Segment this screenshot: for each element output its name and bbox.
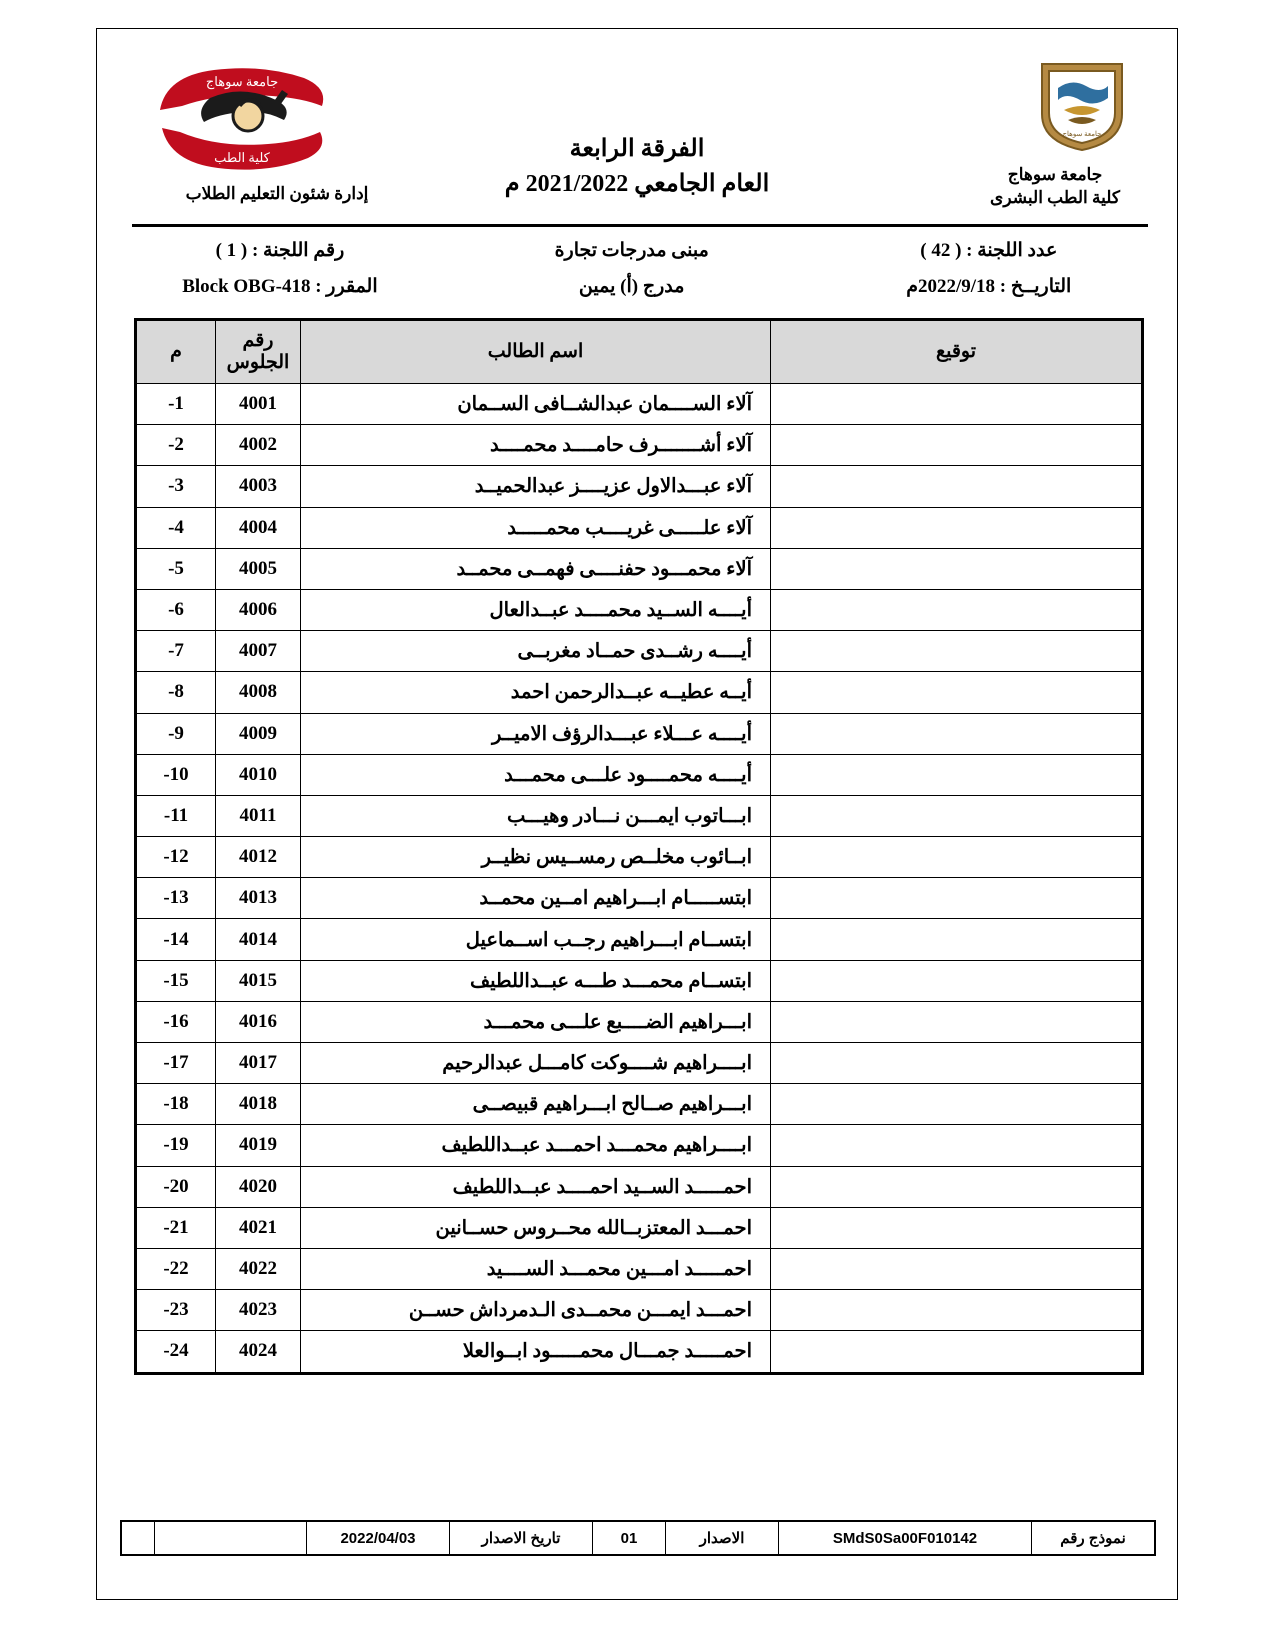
table-row [136, 1166, 1143, 1207]
seat-number-cell: 4016 [216, 1001, 301, 1042]
student-name-cell: أيــــه محمــــود علـــى محمـــد [301, 754, 771, 795]
exam-date: التاريــخ : 2022/9/18م [906, 275, 1072, 297]
footer-table [120, 1520, 1156, 1556]
signature-cell[interactable] [771, 1125, 1143, 1166]
table-row [136, 713, 1143, 754]
students-table-head [136, 320, 1143, 384]
issue-label: الاصدار [666, 1521, 779, 1555]
table-header-row [136, 320, 1143, 384]
svg-text:جامعة سوهاج: جامعة سوهاج [205, 74, 279, 89]
table-row [136, 1248, 1143, 1289]
seat-number-cell: 4011 [216, 795, 301, 836]
table-row [136, 837, 1143, 878]
student-name-cell: احمـــــد جمـــال محمـــــود ابــوالعلا [301, 1331, 771, 1373]
signature-cell[interactable] [771, 1166, 1143, 1207]
signature-cell[interactable] [771, 589, 1143, 630]
student-name-cell: آلاء الســــمان عبدالشــافى الســمان [301, 384, 771, 425]
table-row [136, 878, 1143, 919]
signature-cell[interactable] [771, 837, 1143, 878]
exam-info-row-1 [104, 232, 1170, 268]
table-row [136, 919, 1143, 960]
row-index-cell: 17- [136, 1043, 216, 1084]
issue-date-label: تاريخ الاصدار [450, 1521, 593, 1555]
student-name-cell: ابــــراهيم محمـــد احمـــد عبــداللطيف [301, 1125, 771, 1166]
student-name-cell: ابـــراهيم الضــــبع علـــى محمـــد [301, 1001, 771, 1042]
form-number-label: نموذج رقم [1032, 1521, 1156, 1555]
signature-cell[interactable] [771, 795, 1143, 836]
student-name-cell: آلاء علـــــى غريــــب محمـــــد [301, 507, 771, 548]
department-label: إدارة شئون التعليم الطلاب [185, 184, 369, 203]
signature-cell[interactable] [771, 672, 1143, 713]
row-index-cell: 21- [136, 1207, 216, 1248]
issue-number-value: 01 [593, 1521, 666, 1555]
signature-cell[interactable] [771, 960, 1143, 1001]
student-name-cell: ابتســـــام ابـــراهيم امــين محمــد [301, 878, 771, 919]
row-index-cell: 13- [136, 878, 216, 919]
building-name: مبنى مدرجات تجارة [554, 239, 709, 261]
svg-text:كلية الطب: كلية الطب [214, 150, 270, 165]
column-header-signature: توقيع [771, 320, 1143, 384]
table-row [136, 548, 1143, 589]
seat-number-cell: 4007 [216, 631, 301, 672]
seat-number-cell: 4020 [216, 1166, 301, 1207]
students-table-body [136, 384, 1143, 1374]
table-row [136, 384, 1143, 425]
row-index-cell: 6- [136, 589, 216, 630]
table-row [136, 1043, 1143, 1084]
seat-number-cell: 4002 [216, 425, 301, 466]
document-header [104, 36, 1170, 207]
signature-cell[interactable] [771, 1043, 1143, 1084]
seat-number-cell: 4006 [216, 589, 301, 630]
row-index-cell: 16- [136, 1001, 216, 1042]
student-name-cell: ابــــراهيم شــــوكت كامـــل عبدالرحيم [301, 1043, 771, 1084]
committee-number: رقم اللجنة : ( 1 ) [215, 239, 345, 261]
table-row [136, 960, 1143, 1001]
row-index-cell: 11- [136, 795, 216, 836]
exam-info-row-2 [104, 268, 1170, 304]
table-row [136, 1331, 1143, 1373]
document-footer [120, 1520, 1156, 1556]
table-row [136, 1001, 1143, 1042]
page-content [104, 36, 1170, 1592]
student-name-cell: ابـــاتوب ايمـــن نـــادر وهيـــب [301, 795, 771, 836]
row-index-cell: 1- [136, 384, 216, 425]
row-index-cell: 2- [136, 425, 216, 466]
table-row [136, 1125, 1143, 1166]
signature-cell[interactable] [771, 713, 1143, 754]
row-index-cell: 7- [136, 631, 216, 672]
row-index-cell: 14- [136, 919, 216, 960]
row-index-cell: 8- [136, 672, 216, 713]
signature-cell[interactable] [771, 631, 1143, 672]
seat-number-cell: 4004 [216, 507, 301, 548]
hall-name: مدرج (أ) يمين [578, 275, 685, 297]
table-row [136, 1084, 1143, 1125]
row-index-cell: 19- [136, 1125, 216, 1166]
table-row [136, 631, 1143, 672]
seat-number-cell: 4019 [216, 1125, 301, 1166]
row-index-cell: 15- [136, 960, 216, 1001]
table-row [136, 507, 1143, 548]
form-code-value: SMdS0Sa00F010142 [779, 1521, 1032, 1555]
signature-cell[interactable] [771, 548, 1143, 589]
signature-cell[interactable] [771, 878, 1143, 919]
row-index-cell: 5- [136, 548, 216, 589]
row-index-cell: 9- [136, 713, 216, 754]
student-name-cell: ابتســام ابـــراهيم رجــب اســماعيل [301, 919, 771, 960]
row-index-cell: 3- [136, 466, 216, 507]
student-name-cell: أيــــه رشــدى حمــاد مغربــى [301, 631, 771, 672]
row-index-cell: 20- [136, 1166, 216, 1207]
table-row [136, 1207, 1143, 1248]
table-row [136, 425, 1143, 466]
university-name: جامعة سوهاج [1007, 165, 1103, 184]
column-header-seat: رقم الجلوس [216, 320, 301, 384]
seat-number-cell: 4013 [216, 878, 301, 919]
row-index-cell: 22- [136, 1248, 216, 1289]
signature-cell[interactable] [771, 466, 1143, 507]
row-index-cell: 12- [136, 837, 216, 878]
table-row [136, 754, 1143, 795]
student-name-cell: آلاء أشـــــــرف حامــــد محمــــد [301, 425, 771, 466]
footer-spacer [155, 1521, 307, 1555]
seat-number-cell: 4001 [216, 384, 301, 425]
seat-number-cell: 4012 [216, 837, 301, 878]
seat-number-cell: 4003 [216, 466, 301, 507]
signature-cell[interactable] [771, 1084, 1143, 1125]
row-index-cell: 4- [136, 507, 216, 548]
students-table [134, 318, 1144, 1375]
exam-info-block [104, 232, 1170, 304]
student-name-cell: احمـــد المعتزبــالله محــروس حســانين [301, 1207, 771, 1248]
committee-count: عدد اللجنة : ( 42 ) [920, 239, 1058, 261]
signature-cell[interactable] [771, 384, 1143, 425]
seat-number-cell: 4014 [216, 919, 301, 960]
title-line-1: الفرقة الرابعة [569, 136, 705, 162]
student-name-cell: آلاء محمـــود حفنــــى فهمــى محمــد [301, 548, 771, 589]
signature-cell[interactable] [771, 754, 1143, 795]
student-name-cell: ابتســام محمـــد طـــه عبــداللطيف [301, 960, 771, 1001]
seat-number-cell: 4021 [216, 1207, 301, 1248]
seat-number-cell: 4023 [216, 1290, 301, 1331]
signature-cell[interactable] [771, 507, 1143, 548]
row-index-cell: 23- [136, 1290, 216, 1331]
student-name-cell: أيــــه الســيد محمــــد عبــدالعال [301, 589, 771, 630]
course-name: المقرر : Block OBG-418 [182, 275, 378, 297]
row-index-cell: 24- [136, 1331, 216, 1373]
seat-number-cell: 4024 [216, 1331, 301, 1373]
column-header-index: م [136, 320, 216, 384]
footer-end-cell [121, 1521, 155, 1555]
signature-cell[interactable] [771, 919, 1143, 960]
seat-number-cell: 4015 [216, 960, 301, 1001]
signature-cell[interactable] [771, 1248, 1143, 1289]
header-divider [132, 224, 1148, 227]
faculty-name: كلية الطب البشرى [990, 187, 1120, 207]
table-row [136, 466, 1143, 507]
seat-number-cell: 4022 [216, 1248, 301, 1289]
student-name-cell: ابـــراهيم صــالح ابـــراهيم قبيصــى [301, 1084, 771, 1125]
row-index-cell: 10- [136, 754, 216, 795]
student-name-cell: ابــائوب مخلــص رمســيس نظيــر [301, 837, 771, 878]
footer-row [121, 1521, 1155, 1555]
seat-number-cell: 4017 [216, 1043, 301, 1084]
table-row [136, 589, 1143, 630]
signature-cell[interactable] [771, 1207, 1143, 1248]
seat-number-cell: 4005 [216, 548, 301, 589]
student-name-cell: أيــه عطيــه عبــدالرحمن احمد [301, 672, 771, 713]
column-header-name: اسم الطالب [301, 320, 771, 384]
row-index-cell: 18- [136, 1084, 216, 1125]
issue-date-value: 2022/04/03 [307, 1521, 450, 1555]
student-name-cell: آلاء عبـــدالاول عزيــــز عبدالحميــد [301, 466, 771, 507]
svg-text:جامعة سوهاج: جامعة سوهاج [1062, 130, 1102, 138]
signature-cell[interactable] [771, 1290, 1143, 1331]
student-name-cell: أيــــه عـــلاء عبـــدالرؤف الاميــر [301, 713, 771, 754]
signature-cell[interactable] [771, 425, 1143, 466]
seat-number-cell: 4008 [216, 672, 301, 713]
student-name-cell: احمـــــد امـــين محمـــد الســــيد [301, 1248, 771, 1289]
student-name-cell: احمـــــد الســيد احمــــد عبــداللطيف [301, 1166, 771, 1207]
seat-number-cell: 4010 [216, 754, 301, 795]
table-row [136, 795, 1143, 836]
signature-cell[interactable] [771, 1001, 1143, 1042]
students-table-wrapper [134, 318, 1144, 1375]
seat-number-cell: 4009 [216, 713, 301, 754]
title-line-2: العام الجامعي 2021/2022 م [504, 170, 770, 197]
student-name-cell: احمـــد ايمـــن محمــدى الـدمرداش حســن [301, 1290, 771, 1331]
table-row [136, 672, 1143, 713]
signature-cell[interactable] [771, 1331, 1143, 1373]
table-row [136, 1290, 1143, 1331]
seat-number-cell: 4018 [216, 1084, 301, 1125]
